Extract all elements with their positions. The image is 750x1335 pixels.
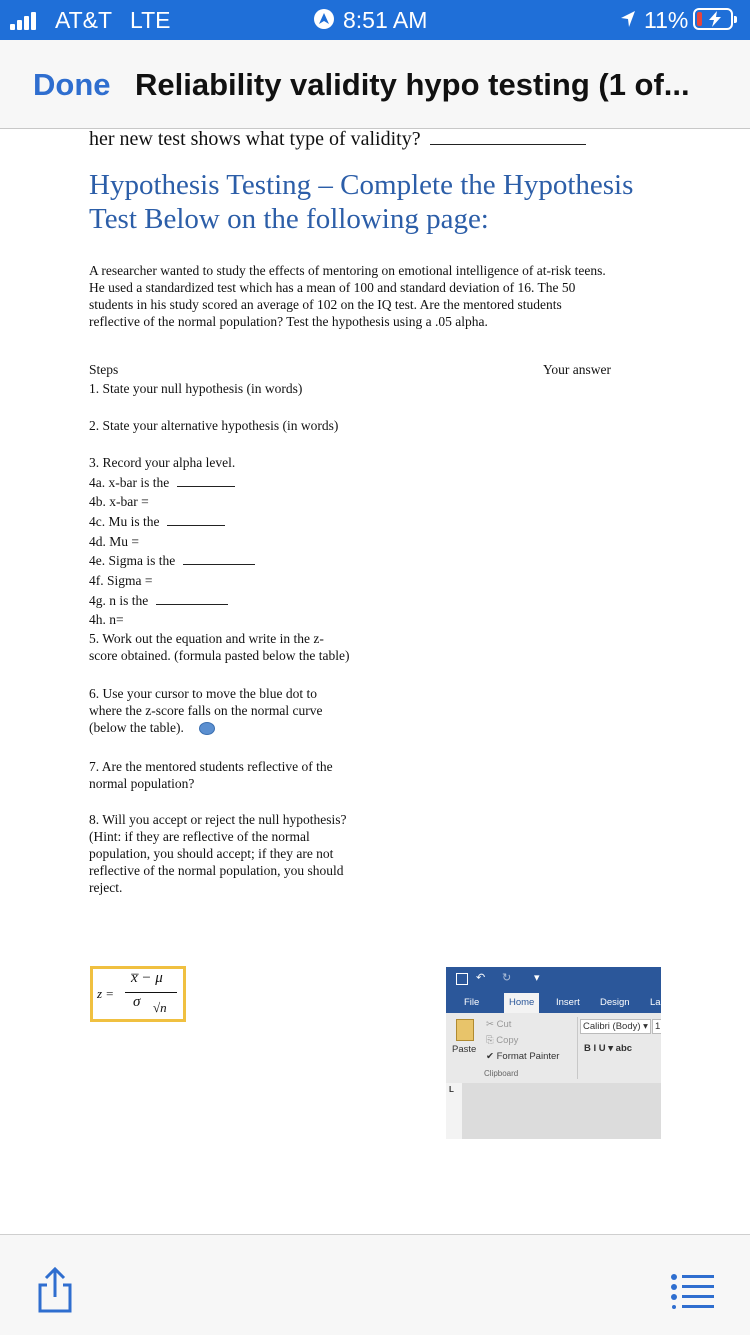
step-6 bbox=[89, 685, 323, 736]
step-4e bbox=[89, 552, 255, 569]
customize-icon: ▾ bbox=[534, 972, 540, 984]
fraction-bar bbox=[125, 992, 177, 993]
heading-line-1: Hypothesis Testing – Complete the Hypothesis bbox=[89, 169, 634, 201]
step-2: 2. State your alternative hypothesis (in words) bbox=[89, 418, 339, 433]
step-1: 1. State your null hypothesis (in words) bbox=[89, 381, 303, 396]
problem-line: He used a standardized test which has a mean of 100 and standard deviation of 16. The 50 bbox=[89, 280, 576, 295]
share-icon[interactable] bbox=[34, 1265, 76, 1320]
cut-button[interactable]: ✂ Cut bbox=[486, 1019, 512, 1030]
step-4b: 4b. x-bar = bbox=[89, 494, 149, 509]
battery-percent: 11% bbox=[644, 7, 689, 33]
font-name-value: Calibri (Body) bbox=[583, 1021, 641, 1032]
network-label: LTE bbox=[130, 7, 171, 33]
step-4h: 4h. n= bbox=[89, 612, 124, 627]
word-ribbon-screenshot bbox=[446, 967, 661, 1139]
problem-line: A researcher wanted to study the effects of mentoring on emotional intelligence of at-risk teens. bbox=[89, 263, 606, 278]
validity-question-text: her new test shows what type of validity? bbox=[89, 128, 421, 150]
step-5-line: 5. Work out the equation and write in the z- bbox=[89, 631, 324, 646]
step-5-line: score obtained. (formula pasted below the table) bbox=[89, 648, 350, 663]
clipboard-divider bbox=[577, 1017, 578, 1079]
quick-access-toolbar bbox=[446, 967, 661, 991]
carrier-label: AT&T bbox=[55, 7, 113, 33]
step-8-line: 8. Will you accept or reject the null hypothesis? bbox=[89, 812, 347, 827]
step-8-line: population, you should accept; if they are not bbox=[89, 846, 334, 861]
tab-home[interactable]: Home bbox=[504, 993, 539, 1013]
step-6-line: 6. Use your cursor to move the blue dot to bbox=[89, 686, 317, 701]
save-icon bbox=[456, 973, 468, 985]
step-4g-text: 4g. n is the bbox=[89, 593, 149, 608]
problem-line: students in his study scored an average of 102 on the IQ test. Are the mentored students bbox=[89, 297, 562, 312]
step-4a-blank[interactable] bbox=[177, 486, 235, 487]
cut-label: Cut bbox=[496, 1019, 512, 1030]
bottom-toolbar bbox=[0, 1234, 750, 1335]
validity-question bbox=[89, 128, 586, 151]
step-3: 3. Record your alpha level. bbox=[89, 455, 236, 470]
tab-insert[interactable]: Insert bbox=[556, 997, 580, 1008]
step-6-line-3 bbox=[89, 719, 323, 736]
font-name-select[interactable]: Calibri (Body) ▾ bbox=[580, 1019, 651, 1034]
location-icon bbox=[314, 9, 334, 29]
paste-icon bbox=[456, 1019, 474, 1041]
step-4a bbox=[89, 474, 235, 491]
step-4a-text: 4a. x-bar is the bbox=[89, 475, 170, 490]
font-size-select[interactable]: 1 bbox=[652, 1019, 661, 1034]
location-arrow-icon bbox=[619, 9, 637, 34]
step-4g-blank[interactable] bbox=[156, 604, 228, 605]
step-8 bbox=[89, 811, 347, 896]
step-6-line: where the z-score falls on the normal curve bbox=[89, 703, 323, 718]
problem-statement bbox=[89, 262, 689, 330]
answer-header: Your answer bbox=[543, 362, 612, 377]
paste-label[interactable]: Paste bbox=[452, 1044, 477, 1055]
step-4f: 4f. Sigma = bbox=[89, 573, 153, 588]
nav-header bbox=[0, 40, 750, 129]
clipboard-group-label: Clipboard bbox=[484, 1069, 519, 1078]
step-8-line: reject. bbox=[89, 880, 123, 895]
steps-header: Steps bbox=[89, 362, 119, 377]
step-7-line: 7. Are the mentored students reflective of the bbox=[89, 759, 333, 774]
step-6-line: (below the table). bbox=[89, 720, 184, 735]
formula-sqrt-n: √n bbox=[153, 1000, 167, 1015]
step-4c-blank[interactable] bbox=[167, 525, 225, 526]
document-area bbox=[462, 1083, 661, 1139]
formula-numerator: x̅ − μ bbox=[131, 970, 163, 986]
step-8-line: reflective of the normal population, you should bbox=[89, 863, 344, 878]
done-button[interactable]: Done bbox=[33, 67, 111, 102]
clock-time: 8:51 AM bbox=[343, 7, 428, 33]
status-bar bbox=[0, 0, 750, 40]
step-4d: 4d. Mu = bbox=[89, 534, 139, 549]
step-7-line: normal population? bbox=[89, 776, 195, 791]
section-heading bbox=[89, 168, 689, 236]
heading-line-2: Test Below on the following page: bbox=[89, 203, 489, 235]
copy-label: Copy bbox=[496, 1035, 519, 1046]
format-buttons[interactable]: B I U ▾ abc bbox=[584, 1043, 633, 1054]
ruler-tab-marker[interactable]: L bbox=[449, 1085, 454, 1094]
step-4e-blank[interactable] bbox=[183, 564, 255, 565]
formula-sigma: σ bbox=[133, 994, 141, 1010]
format-painter-label: Format Painter bbox=[496, 1051, 560, 1062]
step-4c bbox=[89, 513, 225, 530]
step-4e-text: 4e. Sigma is the bbox=[89, 553, 176, 568]
document-title: Reliability validity hypo testing (1 of... bbox=[135, 67, 690, 102]
step-8-line: (Hint: if they are reflective of the normal bbox=[89, 829, 310, 844]
copy-button[interactable]: ⎘ Copy bbox=[486, 1035, 519, 1046]
redo-icon: ↻ bbox=[502, 972, 512, 984]
step-4c-text: 4c. Mu is the bbox=[89, 514, 160, 529]
format-painter-button[interactable]: ✔ Format Painter bbox=[486, 1051, 560, 1062]
list-icon[interactable] bbox=[670, 1273, 716, 1314]
tab-file[interactable]: File bbox=[464, 997, 480, 1008]
battery-charging-icon bbox=[693, 8, 733, 30]
validity-answer-blank[interactable] bbox=[430, 144, 586, 145]
ribbon-tabs bbox=[446, 991, 661, 1013]
tab-layout[interactable]: La bbox=[650, 997, 661, 1008]
step-5 bbox=[89, 630, 350, 664]
tab-design[interactable]: Design bbox=[600, 997, 630, 1008]
step-4g bbox=[89, 592, 228, 609]
problem-line: reflective of the normal population? Test the hypothesis using a .05 alpha. bbox=[89, 314, 488, 329]
z-score-formula bbox=[90, 966, 186, 1022]
formula-z: z = bbox=[97, 986, 115, 1001]
step-7 bbox=[89, 758, 333, 792]
blue-dot[interactable] bbox=[199, 722, 215, 735]
undo-icon: ↶ bbox=[476, 972, 486, 984]
